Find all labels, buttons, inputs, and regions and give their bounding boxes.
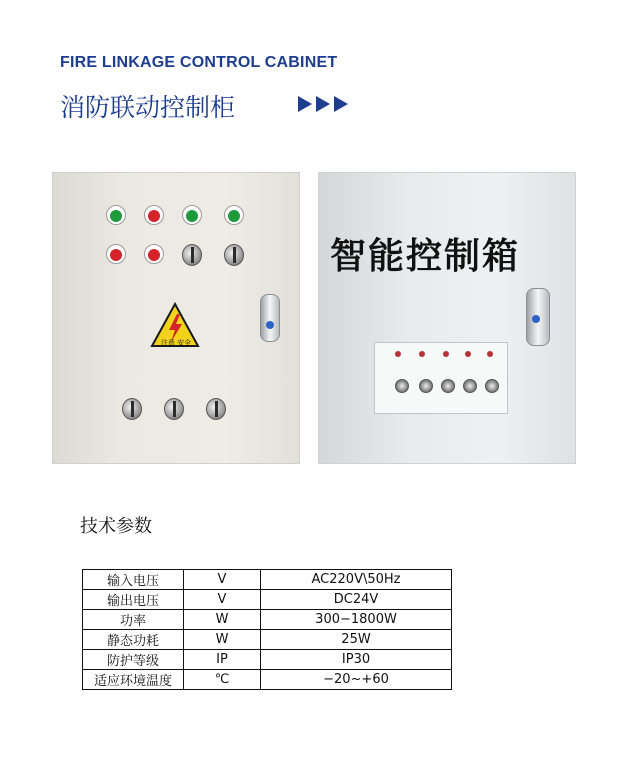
spec-name: 防护等级: [83, 650, 184, 670]
spec-name: 适应环境温度: [83, 670, 184, 690]
selector-switch-icon: [224, 244, 244, 266]
spec-unit: W: [184, 630, 261, 650]
indicator-led-icon: [395, 351, 401, 357]
cabinet-label: 智能控制箱: [330, 236, 521, 277]
table-row: [83, 590, 452, 610]
specs-table: [82, 569, 452, 690]
mini-knob-icon: [485, 379, 499, 393]
red-indicator-lamp: [144, 205, 164, 225]
green-indicator-lamp: [106, 205, 126, 225]
spec-value: 300−1800W: [261, 610, 452, 630]
spec-value: 25W: [261, 630, 452, 650]
red-indicator-lamp: [106, 244, 126, 264]
table-row: [83, 570, 452, 590]
green-indicator-lamp: [224, 205, 244, 225]
spec-name: 输出电压: [83, 590, 184, 610]
spec-name: 静态功耗: [83, 630, 184, 650]
red-indicator-lamp: [144, 244, 164, 264]
spec-unit: ℃: [184, 670, 261, 690]
spec-value: −20~+60: [261, 670, 452, 690]
table-row: [83, 650, 452, 670]
warning-sign-text: 注意 安全: [160, 339, 192, 347]
arrow-right-icon: [316, 96, 330, 112]
spec-value: AC220V\50Hz: [261, 570, 452, 590]
selector-switch-icon: [182, 244, 202, 266]
mini-knob-icon: [463, 379, 477, 393]
mini-knob-icon: [419, 379, 433, 393]
green-indicator-lamp: [182, 205, 202, 225]
spec-unit: V: [184, 590, 261, 610]
title-en: FIRE LINKAGE CONTROL CABINET: [60, 54, 338, 71]
spec-value: DC24V: [261, 590, 452, 610]
door-handle-icon: [260, 294, 280, 342]
control-plate: [374, 342, 508, 414]
door-handle-icon: [526, 288, 550, 346]
spec-unit: W: [184, 610, 261, 630]
spec-name: 输入电压: [83, 570, 184, 590]
mini-knob-icon: [441, 379, 455, 393]
table-row: [83, 630, 452, 650]
spec-unit: V: [184, 570, 261, 590]
indicator-led-icon: [465, 351, 471, 357]
specs-heading: 技术参数: [80, 516, 152, 537]
spec-unit: IP: [184, 650, 261, 670]
spec-value: IP30: [261, 650, 452, 670]
selector-switch-icon: [122, 398, 142, 420]
arrow-right-icon: [334, 96, 348, 112]
table-row: [83, 670, 452, 690]
title-zh: 消防联动控制柜: [60, 93, 236, 122]
cabinet-photo-right: [318, 172, 576, 464]
selector-switch-icon: [206, 398, 226, 420]
selector-switch-icon: [164, 398, 184, 420]
spec-name: 功率: [83, 610, 184, 630]
indicator-led-icon: [443, 351, 449, 357]
indicator-led-icon: [487, 351, 493, 357]
arrows-decoration: [298, 96, 348, 112]
table-row: [83, 610, 452, 630]
mini-knob-icon: [395, 379, 409, 393]
arrow-right-icon: [298, 96, 312, 112]
indicator-led-icon: [419, 351, 425, 357]
